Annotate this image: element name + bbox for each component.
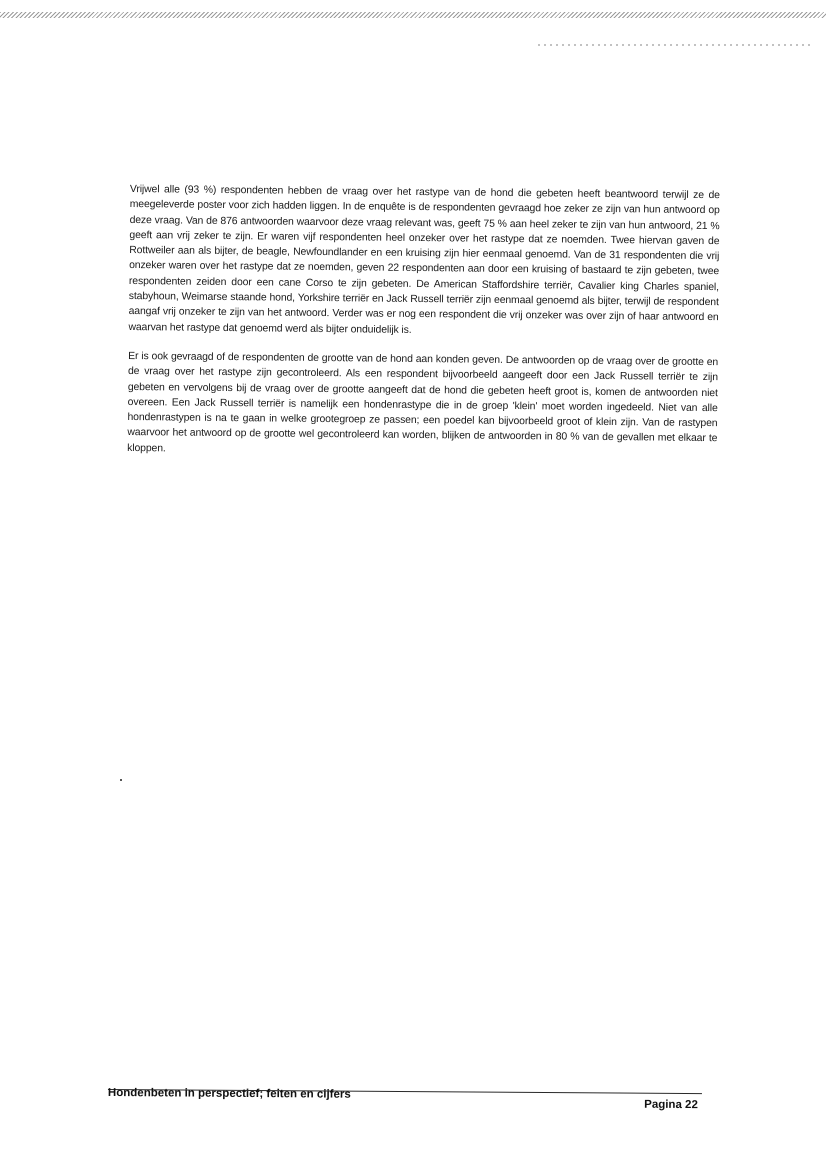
page-footer <box>108 1085 702 1119</box>
page-number: Pagina 22 <box>644 1098 698 1112</box>
paragraph-grootte: Er is ook gevraagd of de respondenten de grootte van de hond aan konden geven. De antwoorden op de vraag over de grootte en de vraag over het rastype zijn gecontroleerd. Als een respondent bijvoorbeeld aangeeft door een Jack Russell terriër te zijn gebeten en vervolgens bij de vraag over de grootte aangeeft dat de hond die gebeten heeft groot is, komen de antwoorden niet overeen. Een Jack Russell terriër is namelijk een hondenrastype die in de groep 'klein' moet worden ingedeeld. Niet van alle hondenrastypen is na te gaan in welke grootegroep ze passen; een poedel kan bijvoorbeeld groot of klein zijn. Van de rastypen waarvoor het antwoord op de grootte wel gecontroleerd kan worden, blijken de antwoorden in 80 % van de gevallen met elkaar te kloppen. <box>127 350 719 455</box>
header-dotted-line <box>538 44 812 46</box>
scan-artifact-band <box>0 12 826 18</box>
scan-speck <box>120 779 122 781</box>
paragraph-rastype: Vrijwel alle (93 %) respondenten hebben de vraag over het rastype van de hond die gebeten heeft beantwoord terwijl ze de meegeleverde poster voor zich hadden liggen. In de enquête is de respondenten gevraagd hoe zeker ze zijn van hun antwoord op deze vraag. Van de 876 antwoorden waarvoor deze vraag relevant was, geeft 75 % aan heel zeker te zijn van hun antwoord, 21 % geeft aan vrij zeker te zijn. Er waren vijf respondenten heel onzeker over het rastype dat ze noemden. Twee hiervan gaven de Rottweiler aan als bijter, de beagle, Newfoundlander en een kruising zijn hier eenmaal genoemd. Van de 31 respondenten die vrij onzeker waren over het rastype dat ze noemden, geven 22 respondenten aan door een kruising of bastaard te zijn gebeten, twee respondenten zeiden door een cane Corso te zijn gebeten. De American Staffordshire terriër, Cavalier king Charles spaniel, stabyhoun, Weimarse staande hond, Yorkshire terriër en Jack Russell terriër zijn eenmaal genoemd als bijter, terwijl de respondent aangaf vrij onzeker te zijn van het antwoord. Verder was er nog een respondent die vrij onzeker was over zijn of haar antwoord en waarvan het rastype dat genoemd werd als bijter onduidelijk is. <box>128 183 720 336</box>
body-text <box>127 182 720 476</box>
footer-title: Hondenbeten in perspectief; feiten en cijfers <box>107 1087 351 1101</box>
